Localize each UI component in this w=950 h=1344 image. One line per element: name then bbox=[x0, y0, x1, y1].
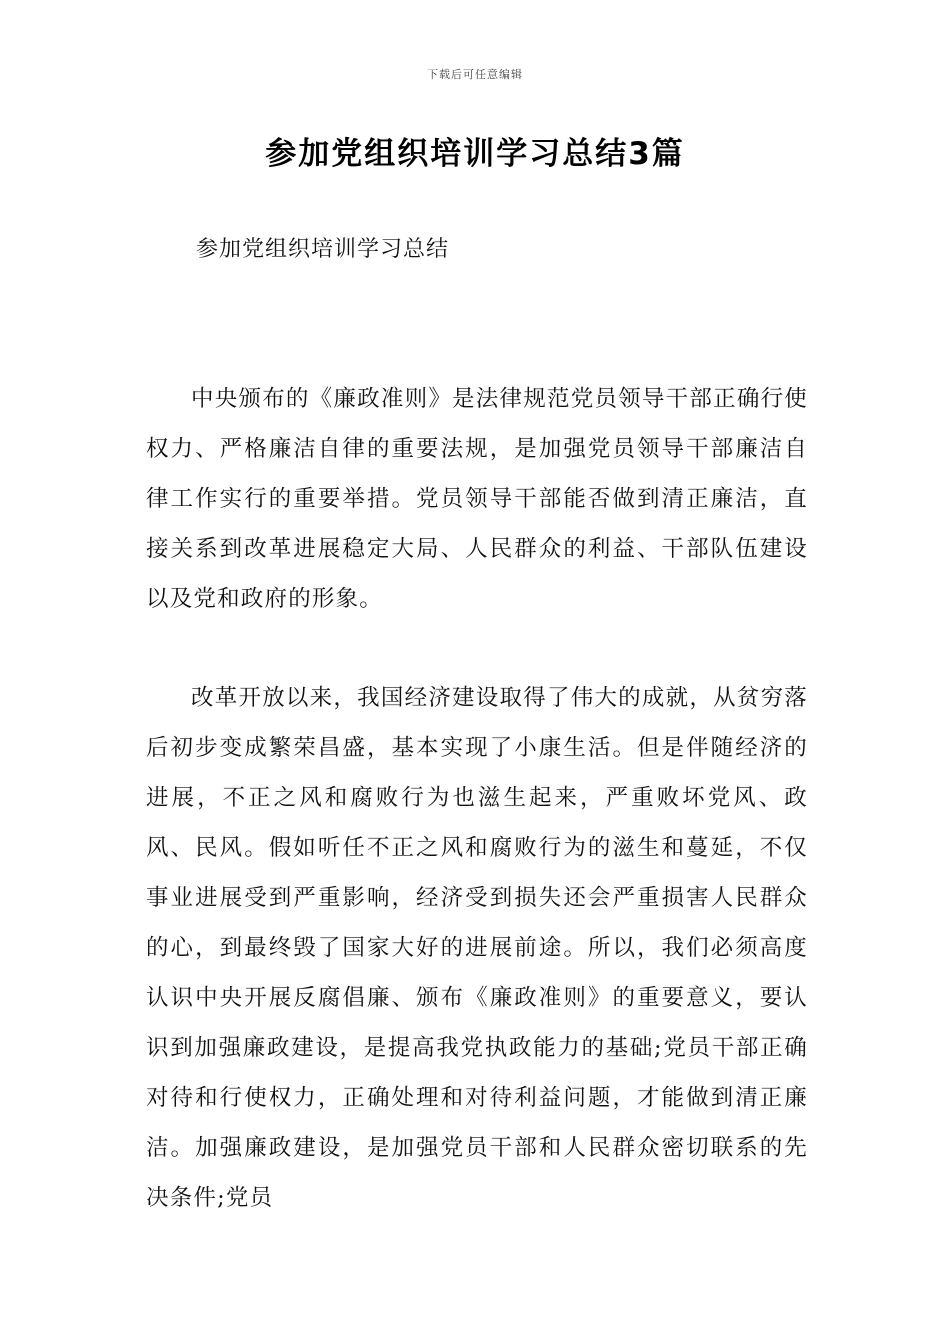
document-title: 参加党组织培训学习总结3篇 bbox=[265, 136, 685, 172]
body-paragraph: 改革开放以来，我国经济建设取得了伟大的成就，从贫穷落后初步变成繁荣昌盛，基本实现了小康生活。但是伴随经济的进展，不正之风和腐败行为也滋生起来，严重败坏党风、政风、民风。假如听任不正之风和腐败行为的滋生和蔓延，不仅事业进展受到严重影响，经济受到损失还会严重损害人民群众的心，到最终毁了国家大好的进展前途。所以，我们必须高度认识中央开展反腐倡廉、颁布《廉政准则》的重要意义，要认识到加强廉政建设，是提高我党执政能力的基础;党员干部正确对待和行使权力，正确处理和对待利益问题，才能做到清正廉洁。加强廉政建设，是加强党员干部和人民群众密切联系的先决条件;党员 bbox=[146, 685, 808, 1211]
body-paragraph: 中央颁布的《廉政准则》是法律规范党员领导干部正确行使权力、严格廉洁自律的重要法规，是加强党员领导干部廉洁自律工作实行的重要举措。党员领导干部能否做到清正廉洁，直接关系到改革进展稳定大局、人民群众的利益、干部队伍建设以及党和政府的形象。 bbox=[146, 386, 808, 612]
page-header-note: 下载后可任意编辑 bbox=[427, 68, 523, 81]
document-subtitle: 参加党组织培训学习总结 bbox=[196, 237, 450, 262]
